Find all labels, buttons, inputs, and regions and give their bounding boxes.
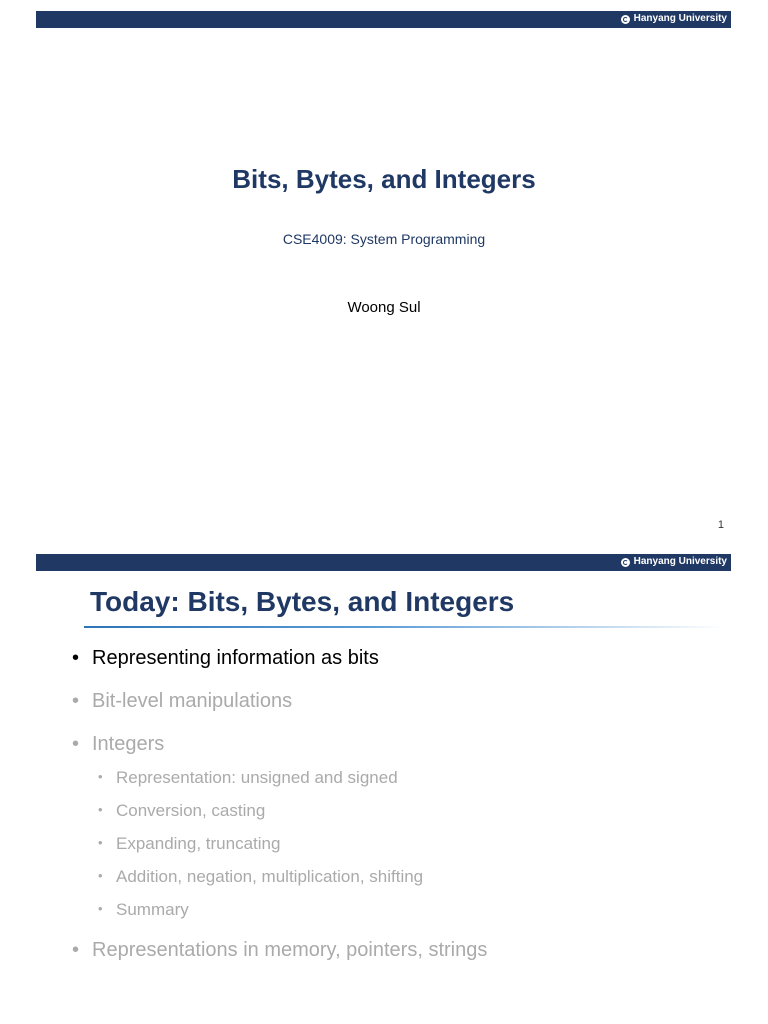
bullet-item (72, 939, 487, 962)
header-bar (36, 554, 731, 571)
sub-bullet-text: Expanding, truncating (116, 834, 281, 853)
bullet-glyph: • (72, 647, 80, 669)
bullet-glyph: • (98, 769, 103, 784)
hanyang-logo-icon (621, 558, 630, 567)
sub-bullet-text: Conversion, casting (116, 801, 266, 820)
sub-bullet-item (98, 900, 189, 920)
title-underline (84, 626, 724, 628)
header-bar (36, 11, 731, 28)
university-brand (621, 555, 727, 569)
bullet-glyph: • (98, 868, 103, 883)
bullet-item-active (72, 647, 379, 670)
hanyang-logo-icon (621, 15, 630, 24)
page-number: 1 (717, 519, 724, 531)
sub-bullet-item (98, 834, 280, 854)
bullet-glyph: • (72, 733, 80, 755)
slide-title: Bits, Bytes, and Integers (232, 164, 536, 194)
bullet-text: Representing information as bits (92, 647, 379, 669)
university-brand (621, 12, 727, 26)
sub-bullet-item (98, 801, 265, 821)
university-name: Hanyang University (633, 13, 727, 24)
bullet-text: Representations in memory, pointers, strings (92, 939, 488, 961)
bullet-glyph: • (98, 901, 103, 916)
sub-bullet-text: Addition, negation, multiplication, shifting (116, 867, 424, 886)
sub-bullet-item (98, 867, 423, 887)
university-name: Hanyang University (633, 556, 727, 567)
sub-bullet-text: Representation: unsigned and signed (116, 768, 398, 787)
slide-2 (0, 543, 768, 1024)
sub-bullet-text: Summary (116, 900, 189, 919)
sub-bullet-item (98, 768, 398, 788)
bullet-text: Integers (92, 733, 165, 755)
slide-title: Today: Bits, Bytes, and Integers (90, 586, 515, 617)
bullet-item (72, 733, 164, 756)
bullet-text: Bit-level manipulations (92, 690, 293, 712)
bullet-item (72, 690, 292, 713)
bullet-glyph: • (98, 802, 103, 817)
author-name: Woong Sul (347, 299, 421, 316)
course-subtitle: CSE4009: System Programming (282, 231, 486, 247)
bullet-glyph: • (98, 835, 103, 850)
bullet-glyph: • (72, 690, 80, 712)
bullet-glyph: • (72, 939, 80, 961)
